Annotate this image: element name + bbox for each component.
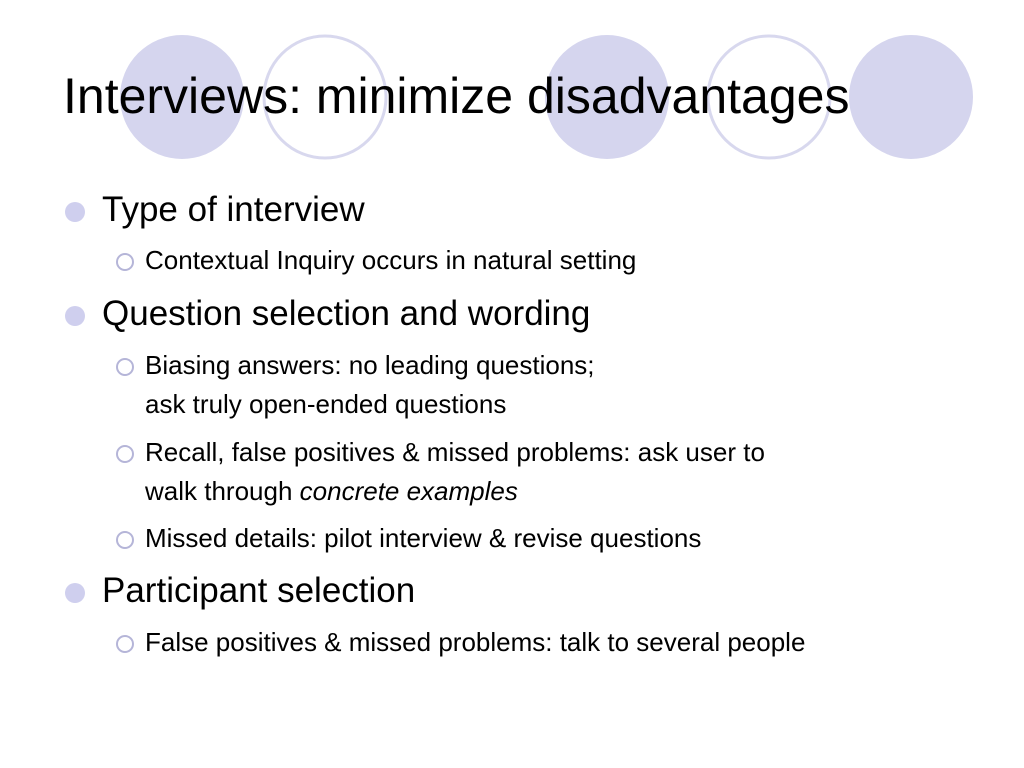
sub-bullet-line-1: Biasing answers: no leading questions;	[145, 350, 595, 380]
sub-bullet-ring-icon	[116, 635, 134, 653]
slide-title: Interviews: minimize disadvantages	[63, 68, 850, 124]
sub-bullet-text	[145, 346, 595, 424]
bullet-dot-icon	[65, 583, 85, 603]
bullet-dot-icon	[65, 306, 85, 326]
sub-bullet-line-2: ask truly open-ended questions	[145, 389, 507, 419]
sub-bullet-ring-icon	[116, 445, 134, 463]
sub-bullet-line-1: Recall, false positives & missed problems: ask user to	[145, 437, 765, 467]
sub-bullet-ring-icon	[116, 253, 134, 271]
sub-bullet-text: Missed details: pilot interview & revise questions	[145, 523, 702, 553]
bullet-text: Type of interview	[102, 190, 365, 229]
sub-bullet-ring-icon	[116, 531, 134, 549]
sub-bullet-text: Contextual Inquiry occurs in natural setting	[145, 245, 637, 275]
sub-bullet-ring-icon	[116, 358, 134, 376]
sub-bullet-emphasis: concrete examples	[299, 476, 518, 506]
bullet-text: Question selection and wording	[102, 294, 591, 333]
sub-bullet-line-2: walk through	[145, 476, 300, 506]
bullet-dot-icon	[65, 202, 85, 222]
sub-bullet-text: False positives & missed problems: talk to several people	[145, 627, 806, 657]
bullet-text: Participant selection	[102, 571, 416, 610]
sub-bullet-text	[145, 433, 765, 511]
filled-circle-3	[849, 35, 973, 159]
